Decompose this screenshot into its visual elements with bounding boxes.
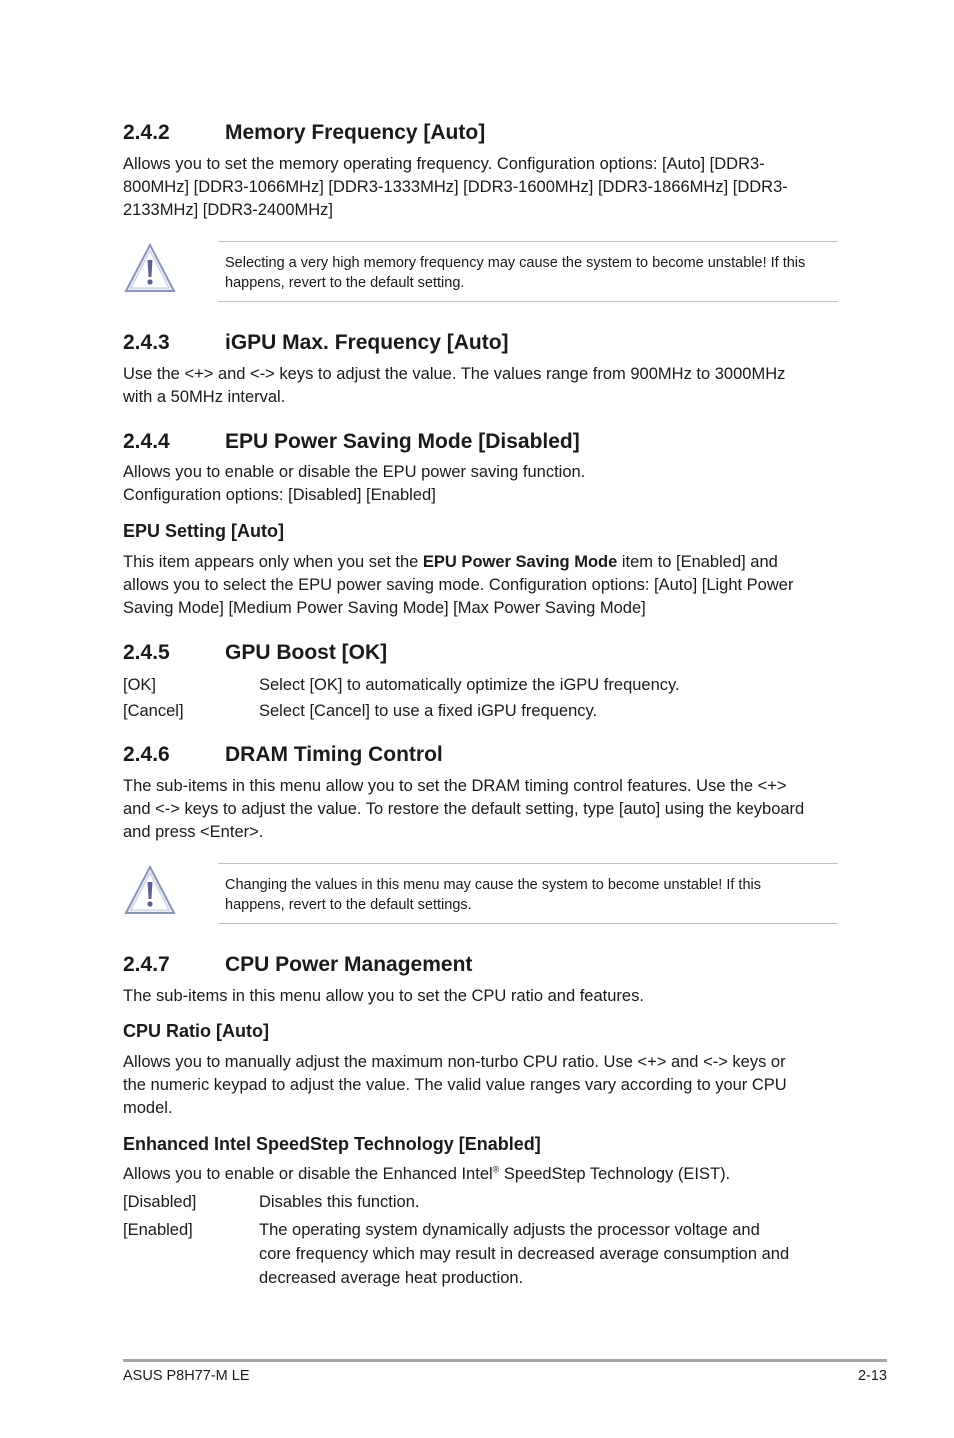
body-line: with a 50MHz interval. (123, 388, 286, 406)
warning-note (218, 241, 838, 302)
section-number: 2.4.5 (123, 641, 170, 664)
body-line: model. (123, 1099, 173, 1117)
section-title: iGPU Max. Frequency [Auto] (225, 331, 509, 354)
option-key: [Cancel] (123, 702, 184, 720)
subsection-title-cpu-ratio: CPU Ratio [Auto] (123, 1021, 269, 1041)
note-line: Changing the values in this menu may cause the system to become unstable! If this (225, 877, 761, 893)
section-title: CPU Power Management (225, 953, 473, 976)
note-text (225, 875, 835, 915)
section-title: Memory Frequency [Auto] (225, 121, 486, 144)
option-description: Disables this function. (259, 1193, 420, 1211)
option-description: Select [OK] to automatically optimize the iGPU frequency. (259, 676, 680, 694)
section-body (123, 461, 839, 507)
body-line: and <-> keys to adjust the value. To restore the default setting, type [auto] using the keyboard (123, 800, 805, 818)
note-line: Selecting a very high memory frequency may cause the system to become unstable! If this (225, 255, 806, 271)
footer-divider (123, 1359, 887, 1362)
footer-product-name: ASUS P8H77-M LE (123, 1368, 250, 1384)
warning-triangle-icon (123, 241, 177, 295)
body-line: Allows you to set the memory operating frequency. Configuration options: [Auto] [DDR3- (123, 155, 765, 173)
section-number: 2.4.4 (123, 430, 170, 453)
body-text: Allows you to enable or disable the Enhanced Intel (123, 1165, 493, 1183)
subsection-title-epu-setting: EPU Setting [Auto] (123, 521, 284, 541)
note-line: happens, revert to the default setting. (225, 275, 465, 291)
body-line: 800MHz] [DDR3-1066MHz] [DDR3-1333MHz] [DDR3-1600MHz] [DDR3-1866MHz] [DDR3- (123, 178, 788, 196)
option-line: core frequency which may result in decreased average consumption and (259, 1245, 790, 1263)
body-line: The sub-items in this menu allow you to set the CPU ratio and features. (123, 987, 644, 1005)
section-heading-2-4-7 (123, 952, 472, 978)
note-line: happens, revert to the default settings. (225, 897, 472, 913)
registered-mark: ® (492, 1164, 500, 1175)
bold-reference: EPU Power Saving Mode (422, 553, 618, 571)
body-text: item to [Enabled] and (617, 553, 778, 571)
option-key: [OK] (123, 676, 157, 694)
body-line: Allows you to manually adjust the maximum non-turbo CPU ratio. Use <+> and <-> keys or (123, 1053, 786, 1071)
warning-note (218, 863, 838, 924)
body-line: the numeric keypad to adjust the value. The valid value ranges vary according to your CPU (123, 1076, 787, 1094)
subsection-title-eist: Enhanced Intel SpeedStep Technology [Enabled] (123, 1134, 541, 1154)
body-line: and press <Enter>. (123, 823, 264, 841)
section-heading-2-4-3 (123, 330, 509, 356)
body-line: 2133MHz] [DDR3-2400MHz] (123, 201, 333, 219)
subsection-body (123, 1163, 839, 1186)
body-line: Saving Mode] [Medium Power Saving Mode] [Max Power Saving Mode] (123, 599, 646, 617)
option-line: decreased average heat production. (259, 1269, 524, 1287)
option-line: The operating system dynamically adjusts the processor voltage and (259, 1221, 760, 1239)
section-heading-2-4-2 (123, 120, 485, 146)
section-body (123, 775, 839, 844)
warning-triangle-icon (123, 863, 177, 917)
body-line: allows you to select the EPU power saving mode. Configuration options: [Auto] [Light Power (123, 576, 794, 594)
section-heading-2-4-4 (123, 429, 580, 455)
section-body (123, 985, 839, 1008)
option-key: [Disabled] (123, 1193, 197, 1211)
section-title: DRAM Timing Control (225, 743, 443, 766)
option-key: [Enabled] (123, 1221, 193, 1239)
section-heading-2-4-6 (123, 742, 443, 768)
body-text: This item appears only when you set the (123, 553, 423, 571)
section-title: EPU Power Saving Mode [Disabled] (225, 430, 580, 453)
option-description (259, 1218, 829, 1290)
section-number: 2.4.3 (123, 331, 170, 354)
section-heading-2-4-5 (123, 640, 387, 666)
section-title: GPU Boost [OK] (225, 641, 388, 664)
section-number: 2.4.7 (123, 953, 170, 976)
section-body (123, 153, 839, 222)
subsection-body (123, 1051, 839, 1120)
body-line: Use the <+> and <-> keys to adjust the value. The values range from 900MHz to 3000MHz (123, 365, 786, 383)
section-number: 2.4.2 (123, 121, 170, 144)
body-text: SpeedStep Technology (EIST). (499, 1165, 731, 1183)
option-description: Select [Cancel] to use a fixed iGPU frequency. (259, 702, 598, 720)
footer-page-number: 2-13 (857, 1368, 887, 1384)
body-line: Allows you to enable or disable the EPU power saving function. (123, 463, 586, 481)
section-number: 2.4.6 (123, 743, 170, 766)
body-line: Configuration options: [Disabled] [Enabled] (123, 486, 436, 504)
note-text (225, 253, 835, 293)
subsection-body (123, 551, 839, 620)
section-body (123, 363, 839, 409)
body-line: The sub-items in this menu allow you to set the DRAM timing control features. Use the <+> (123, 777, 787, 795)
